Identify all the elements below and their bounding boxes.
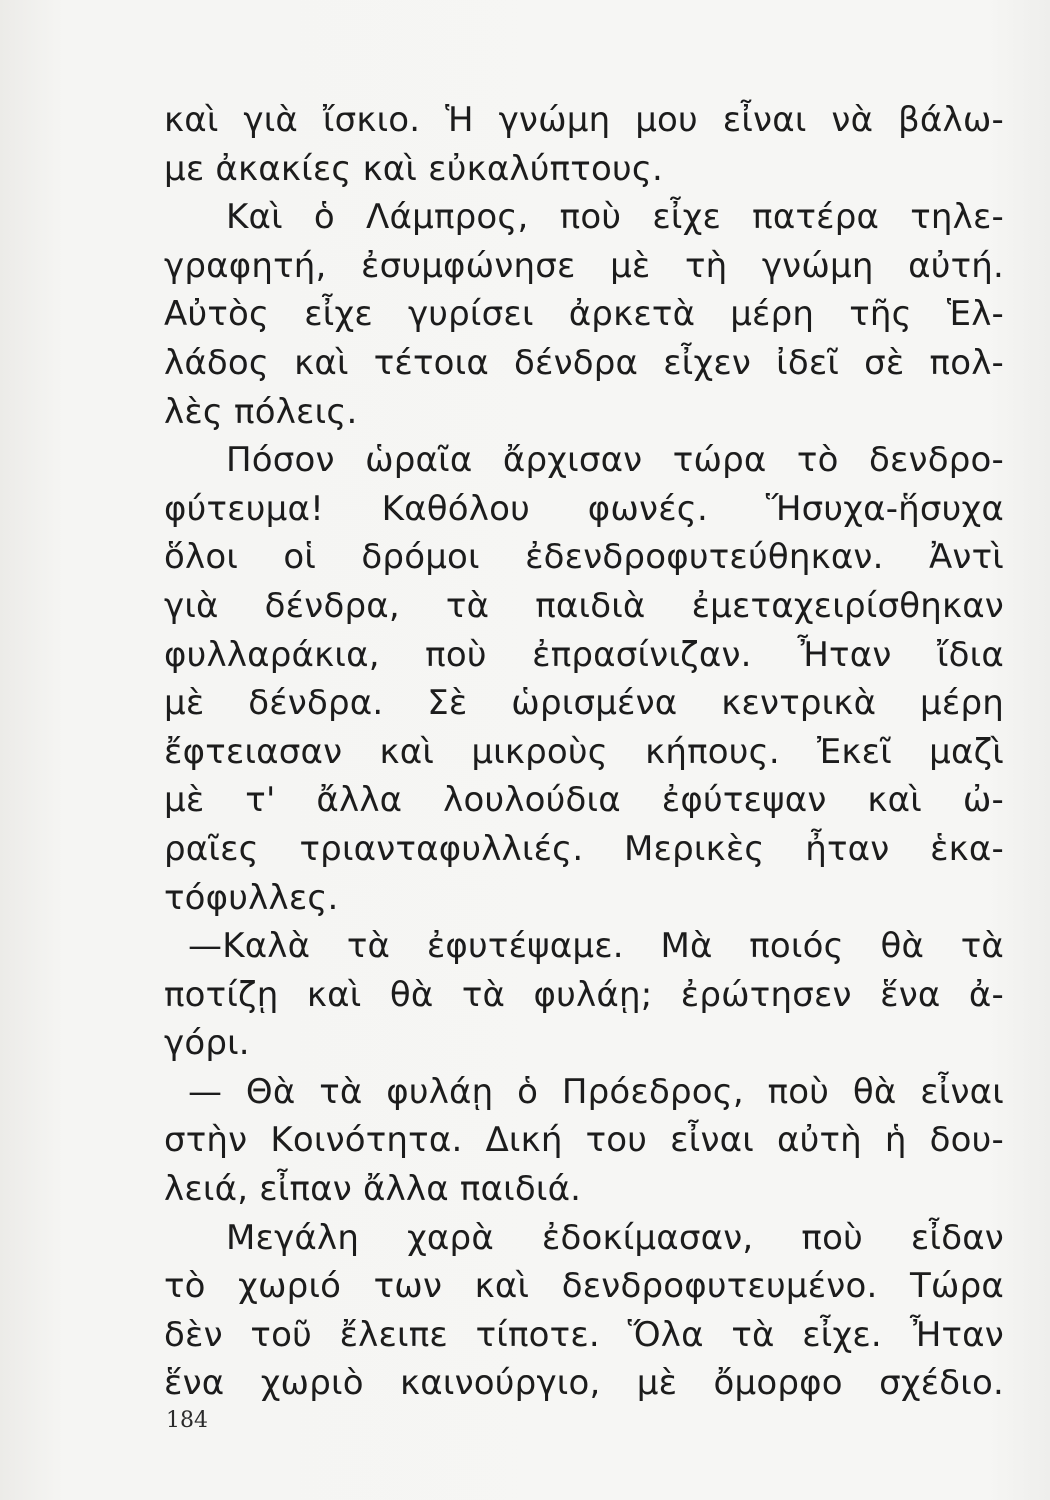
text-line: λὲς πόλεις. xyxy=(164,391,358,432)
text-line: τόφυλλες. xyxy=(164,877,339,918)
text-line: μὲ δένδρα. Σὲ ὡρισμένα κεντρικὰ μέρη xyxy=(164,683,1004,724)
text-line: Αὐτὸς εἶχε γυρίσει ἀρκετὰ μέρη τῆς Ἑλ- xyxy=(164,294,1004,335)
text-line: —Καλὰ τὰ ἐφυτέψαμε. Μὰ ποιός θὰ τὰ xyxy=(188,926,1004,967)
text-line: — Θὰ τὰ φυλάῃ ὁ Πρόεδρος, ποὺ θὰ εἶναι xyxy=(188,1071,1004,1112)
text-line: ποτίζῃ καὶ θὰ τὰ φυλάῃ; ἐρώτησεν ἕνα ἀ- xyxy=(164,974,1004,1015)
text-line: γιὰ δένδρα, τὰ παιδιὰ ἐμεταχειρίσθηκαν xyxy=(164,585,1004,626)
body-text xyxy=(164,96,1004,1408)
text-line: δὲν τοῦ ἔλειπε τίποτε. Ὅλα τὰ εἶχε. Ἦταν xyxy=(164,1314,1004,1355)
text-line: φυλλαράκια, ποὺ ἐπρασίνιζαν. Ἦταν ἴδια xyxy=(164,634,1004,675)
page-number: 184 xyxy=(166,1408,208,1433)
text-line: λειά, εἶπαν ἄλλα παιδιά. xyxy=(164,1169,582,1210)
text-line: καὶ γιὰ ἴσκιο. Ἡ γνώμη μου εἶναι νὰ βάλω- xyxy=(164,100,1004,140)
text-line: τὸ χωριό των καὶ δενδροφυτευμένο. Τώρα xyxy=(164,1266,1004,1307)
text-line: γόρι. xyxy=(164,1023,250,1064)
text-line: φύτευμα! Καθόλου φωνές. Ἥσυχα-ἥσυχα xyxy=(164,488,1004,529)
text-line: Μεγάλη χαρὰ ἐδοκίμασαν, ποὺ εἶδαν xyxy=(226,1217,1004,1258)
text-line: λάδος καὶ τέτοια δένδρα εἶχεν ἰδεῖ σὲ πολ- xyxy=(164,342,1004,383)
text-line: στὴν Κοινότητα. Δική του εἶναι αὐτὴ ἡ δου- xyxy=(164,1120,1004,1161)
text-line: με ἀκακίες καὶ εὐκαλύπτους. xyxy=(164,148,663,189)
text-line: Καὶ ὁ Λάμπρος, ποὺ εἶχε πατέρα τηλε- xyxy=(226,197,1004,238)
text-line: γραφητή, ἐσυμφώνησε μὲ τὴ γνώμη αὐτή. xyxy=(164,245,1004,286)
text-line: ἕνα χωριὸ καινούργιο, μὲ ὄμορφο σχέδιο. xyxy=(164,1363,1004,1404)
text-line: Πόσον ὡραῖα ἄρχισαν τώρα τὸ δενδρο- xyxy=(226,440,1004,481)
text-line: ὅλοι οἱ δρόμοι ἐδενδροφυτεύθηκαν. Ἀντὶ xyxy=(164,537,1004,578)
text-line: μὲ τ' ἄλλα λουλούδια ἐφύτεψαν καὶ ὠ- xyxy=(164,780,1004,821)
text-line: ραῖες τριανταφυλλιές. Μερικὲς ἦταν ἑκα- xyxy=(164,828,1004,869)
text-line: ἔφτειασαν καὶ μικροὺς κήπους. Ἐκεῖ μαζὶ xyxy=(164,731,1004,772)
